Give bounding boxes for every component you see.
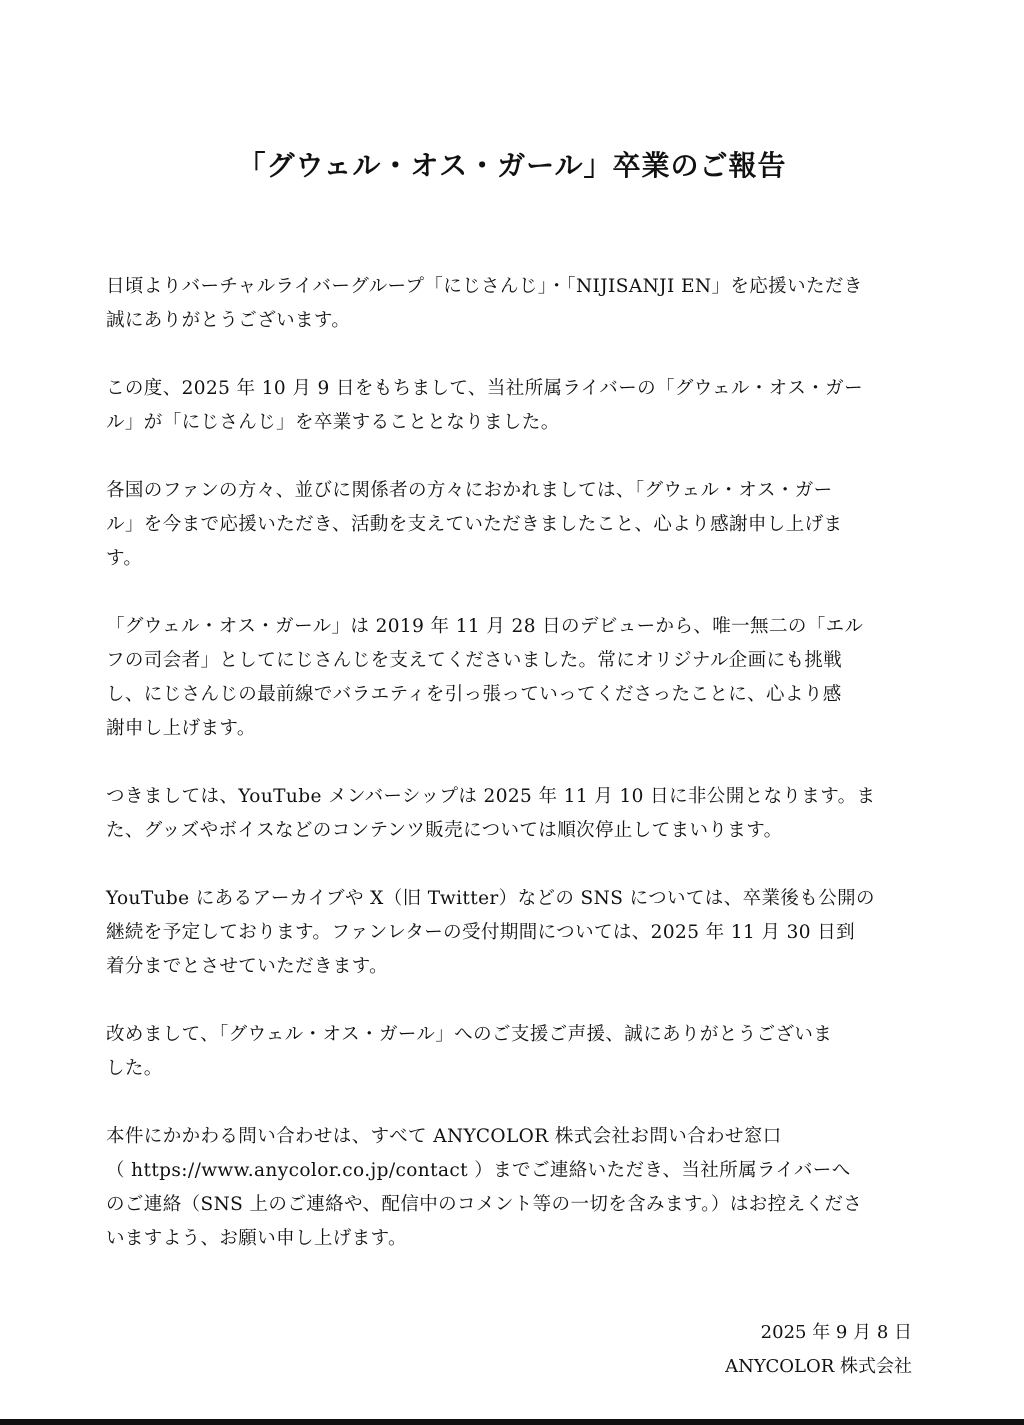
- paragraph-closing-thanks: 改めまして、「グウェル・オス・ガール」へのご支援ご声援、誠にありがとうございま した。: [106, 1024, 833, 1079]
- paragraph-thanks-fans: 各国のファンの方々、並びに関係者の方々におかれましては、「グウェル・オス・ガー ル」を今まで応援いただき、活動を支えていただきましたこと、心より感謝申し上げま す。: [106, 480, 843, 569]
- signature-date: 2025 年 9 月 8 日: [760, 1322, 912, 1343]
- paragraph-contact: 本件にかかわる問い合わせは、すべて ANYCOLOR 株式会社お問い合わせ窓口 （ https://www.anycolor.co.jp/contact ）までご連絡いただき、当社所属ライバーへ のご連絡（SNS 上のご連絡や、配信中のコメント等の一切を含みます。）はお控えくださ いますよう、お願い申し上げます。: [106, 1126, 863, 1249]
- paragraph-announcement: この度、2025 年 10 月 9 日をもちまして、当社所属ライバーの「グウェル・オス・ガー ル」が「にじさんじ」を卒業することとなりました。: [106, 378, 863, 433]
- paragraph-archive: YouTube にあるアーカイブや X（旧 Twitter）などの SNS については、卒業後も公開の 継続を予定しております。ファンレターの受付期間については、2025 年 11 月 30 日到 着分までとさせていただきます。: [106, 888, 875, 977]
- document-body: [106, 270, 914, 1290]
- signature-block: [725, 1316, 912, 1384]
- paragraph-career: 「グウェル・オス・ガール」は 2019 年 11 月 28 日のデビューから、唯一無二の「エル フの司会者」としてにじさんじを支えてくださいました。常にオリジナル企画にも挑戦 し、にじさんじの最前線でバラエティを引っ張っていってくださったことに、心より感 謝申し上げます。: [106, 616, 864, 739]
- signature-company: ANYCOLOR 株式会社: [725, 1356, 912, 1377]
- bottom-edge-bar: [0, 1419, 1024, 1425]
- document-title: 「グウェル・オス・ガール」卒業のご報告: [237, 149, 787, 182]
- paragraph-greeting: 日頃よりバーチャルライバーグループ「にじさんじ」・「NIJISANJI EN」を応援いただき 誠にありがとうございます。: [106, 276, 863, 331]
- paragraph-membership: つきましては、YouTube メンバーシップは 2025 年 11 月 10 日に非公開となります。ま た、グッズやボイスなどのコンテンツ販売については順次停止してまいります。: [106, 786, 876, 841]
